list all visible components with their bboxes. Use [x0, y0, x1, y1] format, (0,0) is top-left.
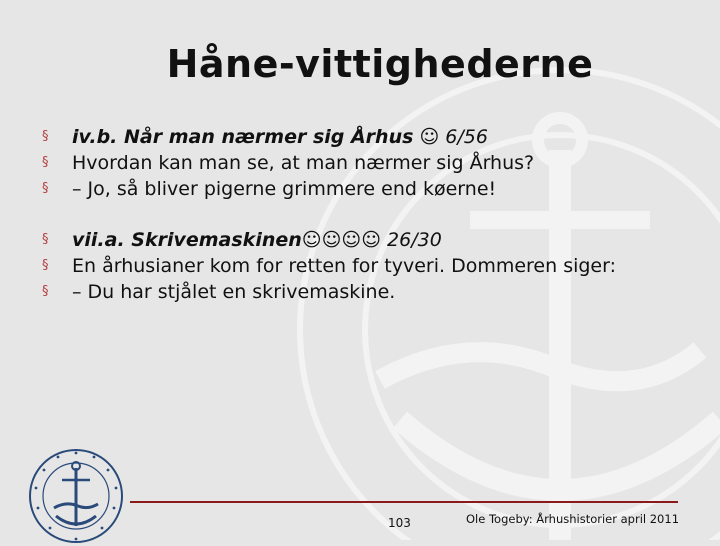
list-item [42, 124, 712, 150]
bullet-icon: § [42, 232, 49, 247]
list-item [42, 227, 712, 253]
page-number: 103 [388, 516, 411, 530]
list-item [42, 150, 712, 176]
joke-rating: ☺☺☺☺ 26/30 [301, 229, 442, 251]
bullet-icon: § [42, 284, 49, 299]
list-item [42, 176, 712, 202]
bullet-group [42, 227, 712, 305]
bullet-icon: § [42, 258, 49, 273]
list-item-text: En århusianer kom for retten for tyveri. Dommeren siger: [72, 255, 617, 277]
bullet-list [42, 124, 712, 330]
footer-source: Ole Togeby: Århushistorier april 2011 [466, 512, 680, 526]
list-item-text: – Jo, så bliver pigerne grimmere end køerne! [72, 178, 497, 200]
list-item-text: Hvordan kan man se, at man nærmer sig Århus? [72, 152, 535, 174]
university-seal-logo [26, 446, 126, 546]
list-item [42, 253, 712, 279]
slide-title: Håne-vittighederne [166, 42, 594, 86]
bullet-icon: § [42, 129, 49, 144]
list-item [42, 279, 712, 305]
footer-divider [130, 501, 678, 503]
bullet-icon: § [42, 155, 49, 170]
joke-rating: ☺ 6/56 [413, 126, 488, 148]
bullet-group [42, 124, 712, 202]
bullet-icon: § [42, 181, 49, 196]
joke-heading: vii.a. Skrivemaskinen [72, 229, 302, 251]
joke-heading: iv.b. Når man nærmer sig Århus [72, 126, 414, 148]
list-item-text: – Du har stjålet en skrivemaskine. [72, 281, 396, 303]
